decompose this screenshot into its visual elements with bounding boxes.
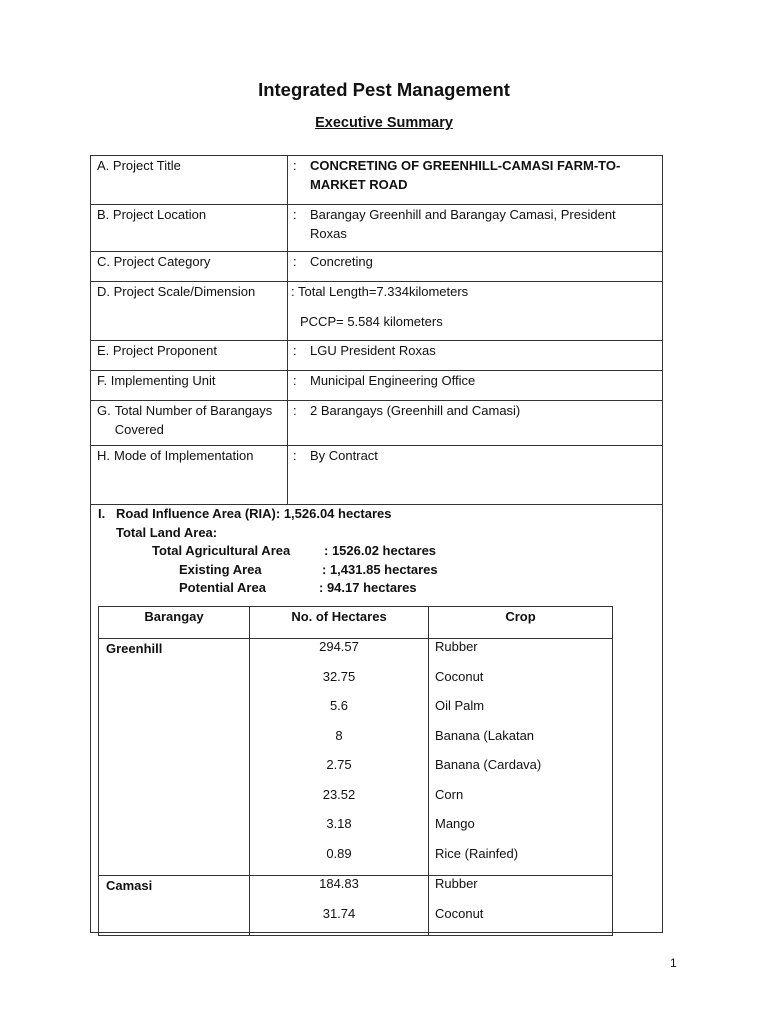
potential-area-label: Potential Area [179,580,266,595]
hectares-value: 184.83 [319,876,359,891]
page-number: 1 [670,956,677,970]
hectares-value: 0.89 [326,845,352,861]
mode-of-implementation-label: Mode of Implementation [114,448,254,463]
total-land-area-label: Total Land Area: [116,524,218,540]
crop-name: Rubber [435,876,478,891]
hectares-value: 294.57 [319,639,359,654]
implementing-unit-label: F. Implementing Unit [91,371,288,401]
project-scale-label: D. Project Scale/Dimension [91,282,288,341]
document-subtitle: Executive Summary [315,115,453,131]
barangays-prefix: G. [97,403,111,418]
colon: : [293,158,297,173]
project-title-value: CONCRETING OF GREENHILL-CAMASI FARM-TO-MARKET ROAD [310,158,621,192]
hectares-value: 23.52 [322,786,356,802]
executive-summary-table [90,155,663,933]
row-project-location [91,205,663,252]
hectares-value: 2.75 [326,757,352,772]
project-proponent-label: E. Project Proponent [91,341,288,371]
hectares-value: 3.18 [326,816,352,831]
row-project-scale [91,282,663,341]
project-location-label: B. Project Location [91,205,288,252]
existing-area-value: : 1,431.85 hectares [322,561,438,577]
header-hectares: No. of Hectares [250,607,429,639]
row-project-category [91,252,663,282]
mode-prefix: H. [97,448,110,463]
crop-name: Rice (Rainfed) [435,845,519,861]
agricultural-area-label: Total Agricultural Area [152,543,291,558]
crop-name: Banana (Lakatan [435,727,535,743]
hectares-value: 5.6 [329,698,349,713]
colon: : [293,207,297,222]
barangay-name: Camasi [99,876,250,936]
row-project-proponent [91,341,663,371]
crop-name: Oil Palm [435,698,485,713]
document-title: Integrated Pest Management [258,79,510,100]
project-scale-pccp: PCCP= 5.584 kilometers [300,313,443,329]
crop-name: Coconut [435,905,484,921]
project-title-label: A. Project Title [91,156,288,205]
row-implementing-unit [91,371,663,401]
row-project-title [91,156,663,205]
barangay-name: Greenhill [99,639,250,876]
row-road-influence-area [91,505,663,933]
colon: : [293,403,297,418]
row-mode-of-implementation [91,446,663,505]
ria-total: Road Influence Area (RIA): 1,526.04 hectares [116,506,392,521]
colon: : [293,448,297,463]
ria-prefix: I. [98,506,106,521]
crop-name: Coconut [435,668,484,684]
table-row-greenhill [99,639,613,876]
row-barangays-covered [91,401,663,446]
project-category-value: Concreting [310,254,373,269]
colon: : [293,343,297,358]
crop-name: Banana (Cardava) [435,757,542,772]
existing-area-label: Existing Area [179,561,262,577]
colon: : [293,254,297,269]
project-location-value: Barangay Greenhill and Barangay Camasi, President Roxas [310,207,616,241]
project-scale-total-length: : Total Length=7.334kilometers [291,284,469,299]
hectares-value: 32.75 [322,668,356,684]
hectares-value: 31.74 [322,905,356,921]
mode-of-implementation-value: By Contract [310,448,378,463]
potential-area-value: : 94.17 hectares [319,580,417,595]
header-crop: Crop [429,607,613,639]
hectares-value: 8 [335,727,343,743]
agricultural-area-value: : 1526.02 hectares [324,543,437,558]
header-barangay: Barangay [99,607,250,639]
barangays-covered-label: Total Number of Barangays Covered [114,403,273,437]
project-category-label: C. Project Category [91,252,288,282]
barangays-covered-value: 2 Barangays (Greenhill and Camasi) [310,403,521,418]
crops-table-header [99,607,613,639]
crop-name: Mango [435,816,475,831]
road-influence-area [98,505,438,598]
crop-name: Rubber [435,639,478,654]
project-proponent-value: LGU President Roxas [310,343,436,358]
implementing-unit-value: Municipal Engineering Office [310,373,476,388]
crops-table [98,606,613,936]
colon: : [293,373,297,388]
crop-name: Corn [435,786,464,802]
table-row-camasi [99,876,613,936]
